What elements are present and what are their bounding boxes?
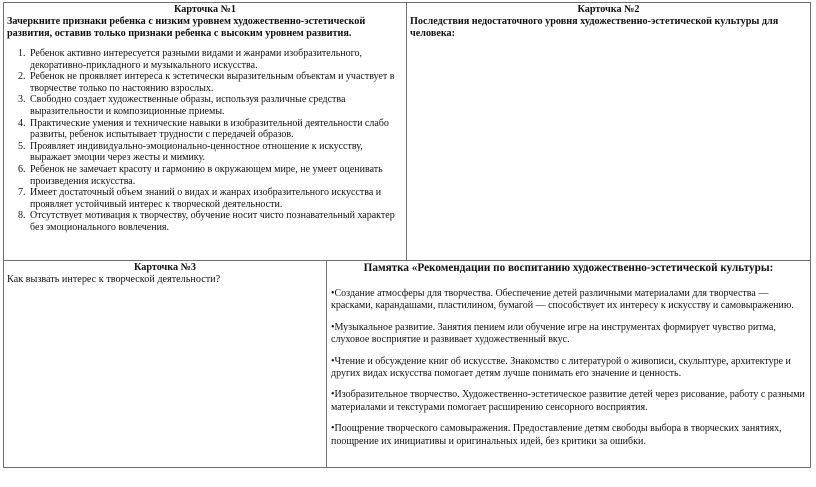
list-item: 8. Отсутствует мотивация к творчеству, обучение носит чисто познавательный характер без эмоционального вовлечения.	[28, 210, 406, 233]
list-item: 3. Свободно создает художественные образы, используя различные средства выразительности и композиционные приемы.	[28, 94, 406, 117]
memo-tips	[327, 288, 810, 448]
list-item: 4. Практические умения и технические навыки в изобразительной деятельности слабо развиты, ребенок испытывает трудности с передачей образов.	[28, 118, 406, 141]
list-item: 6. Ребенок не замечает красоту и гармонию в окружающем мире, не умеет оценивать произведения искусства.	[28, 164, 406, 187]
card-3-question: Как вызвать интерес к творческой деятельности?	[7, 274, 221, 285]
list-item: 2. Ребенок не проявляет интереса к эстетически выразительным объектам и участвует в творчестве только по настоянию взрослых.	[28, 71, 406, 94]
card-3-title: Карточка №3	[133, 262, 196, 273]
card-1-title: Карточка №1	[173, 4, 236, 15]
memo-card	[326, 260, 811, 468]
list-item: 5. Проявляет индивидуально-эмоционально-ценностное отношение к искусству, выражает эмоции через жесты и мимику.	[28, 141, 406, 164]
list-item: 7. Имеет достаточный объем знаний о видах и жанрах изобразительного искусства и проявляет устойчивый интерес к творческой деятельности.	[28, 187, 406, 210]
memo-tip: •Чтение и обсуждение книг об искусстве. Знакомство с литературой о живописи, скульптуре, архитектуре и других видах искусства помогает детям лучше понимать его значение и ценность.	[331, 355, 791, 380]
card-3	[3, 260, 327, 468]
card-1-task: Зачеркните признаки ребенка с низким уровнем художественно-эстетической развития, оставив только признаки ребенка с высоким уровнем развития.	[7, 16, 366, 39]
memo-title: Памятка «Рекомендации по воспитанию художественно-эстетической культуры:	[363, 262, 774, 274]
memo-tip: •Музыкальное развитие. Занятия пением или обучение игре на инструментах формирует чувство ритма, слуховое восприятие и развивает художественный вкус.	[331, 321, 776, 346]
memo-tip: •Изобразительное творчество. Художественно-эстетическое развитие детей через рисование, работу с разными материалами и текстурами помогает расширению сенсорного восприятия.	[331, 389, 805, 413]
list-item: 1. Ребенок активно интересуется разными видами и жанрами изобразительного, декоративно-прикладного и музыкального искусства.	[28, 48, 406, 71]
card-2-task: Последствия недостаточного уровня художественно-эстетической культуры для человека:	[410, 16, 779, 39]
card-2	[406, 2, 811, 261]
memo-tip: •Поощрение творческого самовыражения. Предоставление детям свободы выбора в творческих занятиях, поощрение их инициативы и оригинальных идей, без критики за ошибки.	[331, 423, 782, 447]
card-1-list	[4, 48, 406, 234]
card-2-title: Карточка №2	[577, 4, 640, 15]
memo-tip: •Создание атмосферы для творчества. Обеспечение детей различными материалами для творчества — красками, карандашами, пластилином, бумагой — способствует их интересу к искусству и самовыражению.	[331, 288, 794, 312]
card-1	[3, 2, 407, 261]
